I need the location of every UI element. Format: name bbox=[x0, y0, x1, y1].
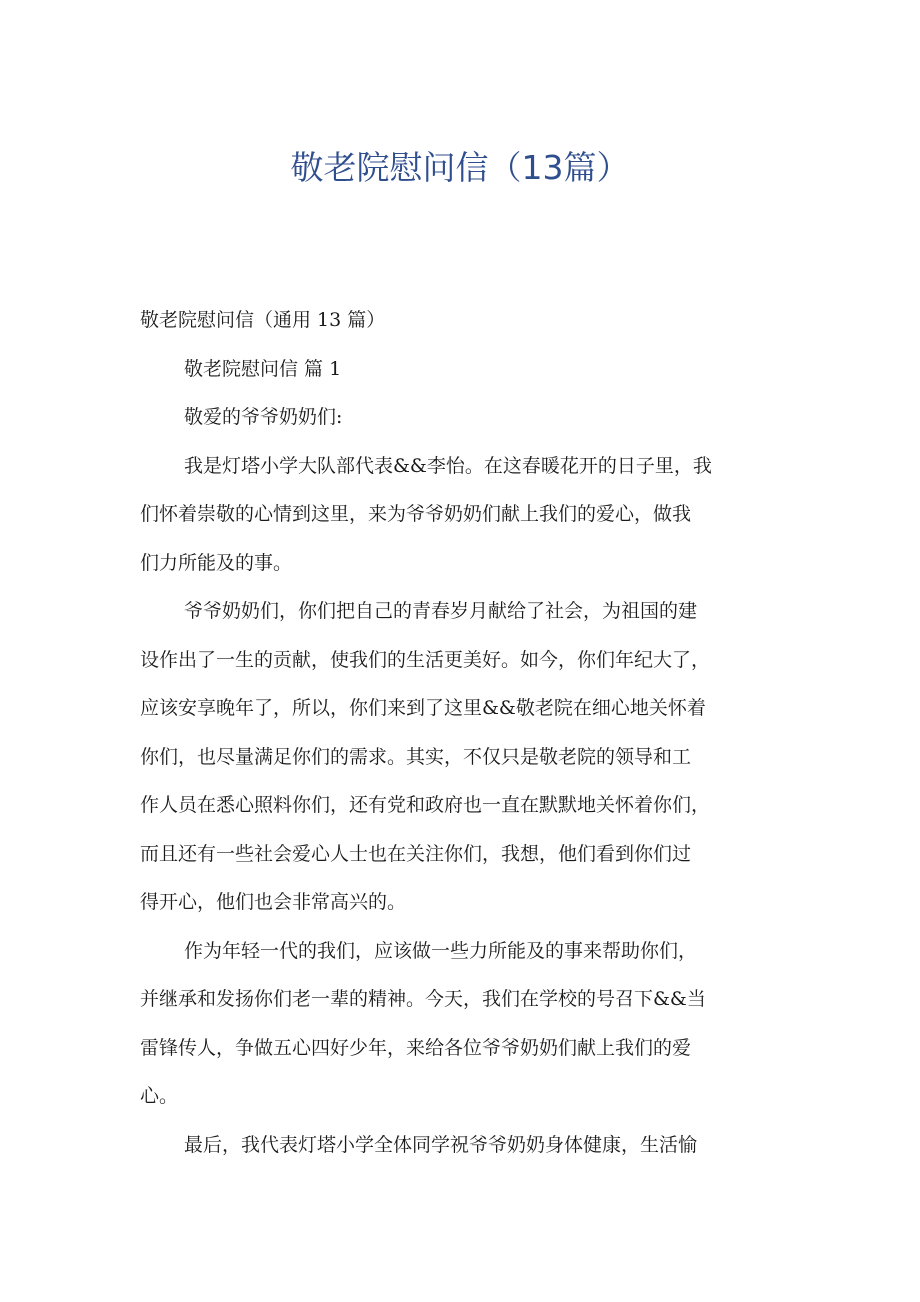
body-line: 们力所能及的事。 bbox=[140, 551, 293, 574]
body-line: 最后，我代表灯塔小学全体同学祝爷爷奶奶身体健康，生活愉 bbox=[184, 1133, 698, 1156]
body-line: 作为年轻一代的我们，应该做一些力所能及的事来帮助你们， bbox=[184, 939, 698, 962]
body-line: 们怀着崇敬的心情到这里，来为爷爷奶奶们献上我们的爱心，做我 bbox=[140, 503, 692, 525]
body-line: 敬老院慰问信 篇 1 bbox=[184, 357, 342, 380]
body-line: 得开心，他们也会非常高兴的。 bbox=[140, 891, 407, 913]
body-line: 你们，也尽量满足你们的需求。其实，不仅只是敬老院的领导和工 bbox=[140, 745, 692, 768]
body-line: 敬老院慰问信（通用 13 篇） bbox=[140, 309, 386, 331]
body-line: 而且还有一些社会爱心人士也在关注你们，我想，他们看到你们过 bbox=[140, 842, 692, 865]
body-line: 应该安享晚年了，所以，你们来到了这里&&敬老院在细心地关怀着 bbox=[140, 697, 706, 719]
document-body bbox=[140, 296, 780, 1169]
body-line: 敬爱的爷爷奶奶们: bbox=[184, 406, 343, 428]
body-line: 心。 bbox=[140, 1085, 179, 1107]
body-line: 并继承和发扬你们老一辈的精神。今天，我们在学校的号召下&&当 bbox=[140, 988, 706, 1010]
document-title: 敬老院慰问信（13篇） bbox=[290, 148, 630, 187]
body-line: 我是灯塔小学大队部代表&&李怡。在这春暖花开的日子里，我 bbox=[184, 454, 712, 477]
body-line: 雷锋传人，争做五心四好少年，来给各位爷爷奶奶们献上我们的爱 bbox=[140, 1036, 692, 1059]
body-line: 爷爷奶奶们，你们把自己的青春岁月献给了社会，为祖国的建 bbox=[184, 600, 698, 622]
body-line: 作人员在悉心照料你们，还有党和政府也一直在默默地关怀着你们， bbox=[140, 794, 711, 816]
body-line: 设作出了一生的贡献，使我们的生活更美好。如今，你们年纪大了， bbox=[140, 648, 711, 671]
